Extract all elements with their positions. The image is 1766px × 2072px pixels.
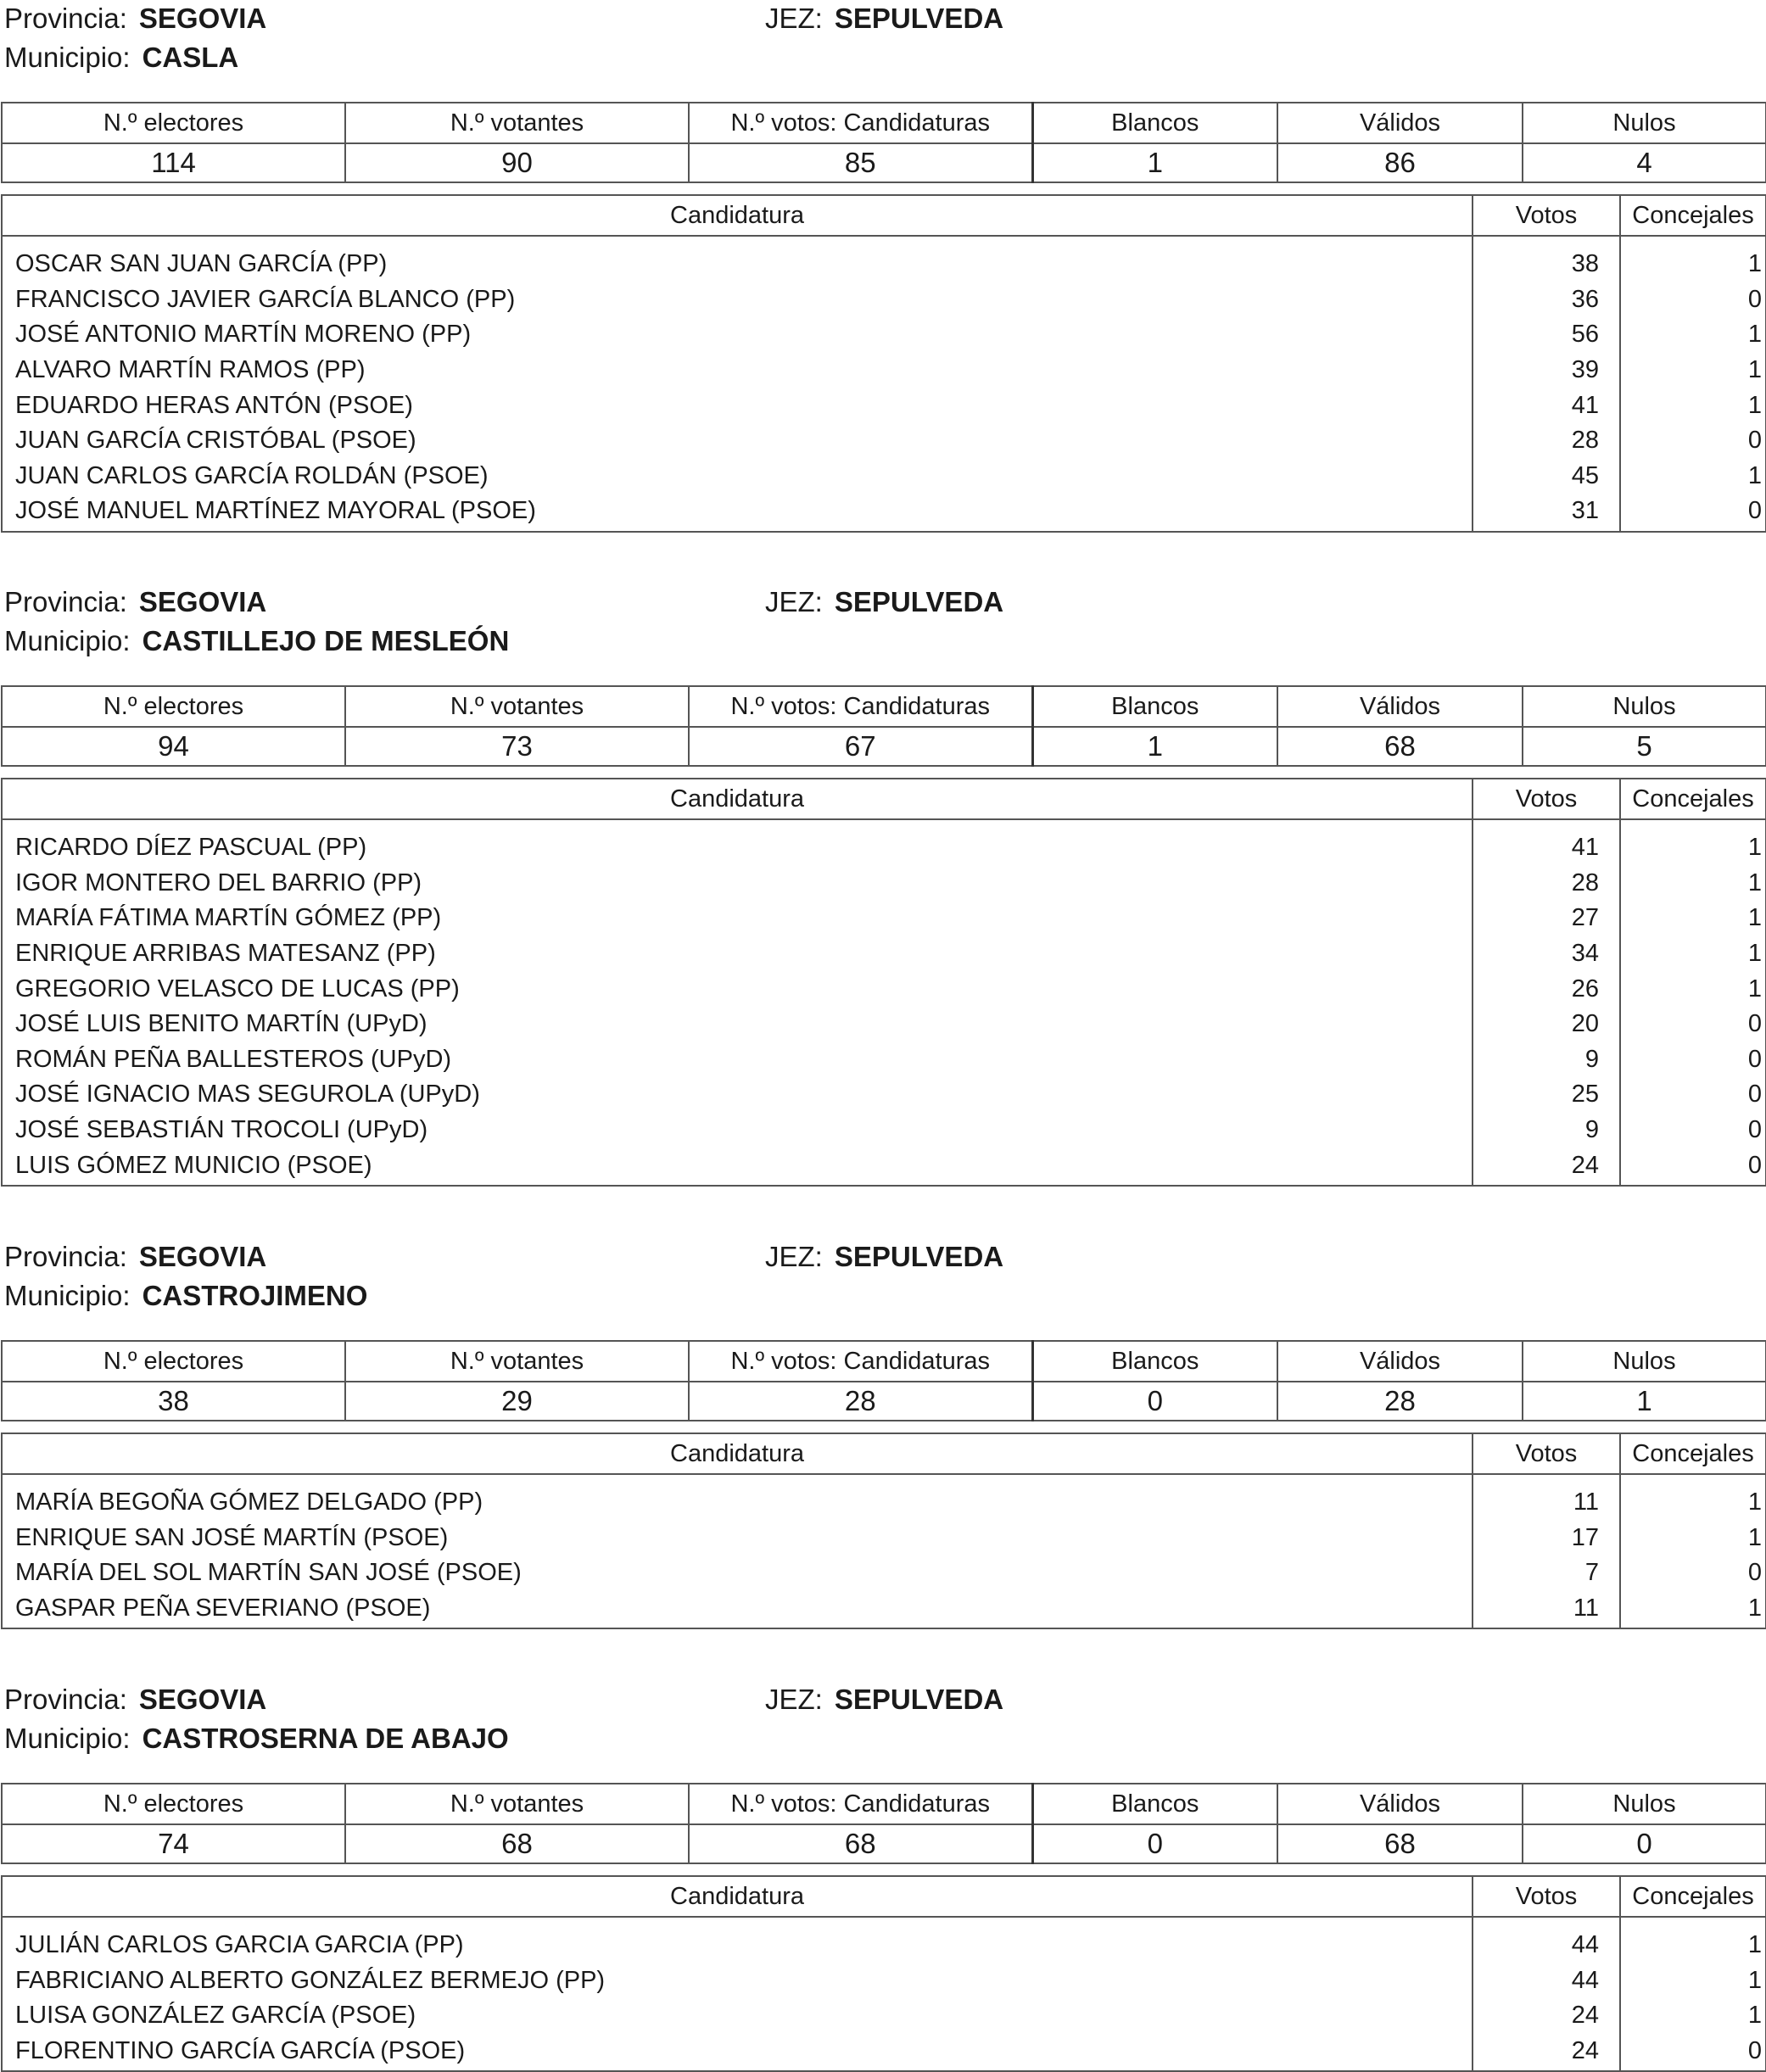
jez-label: JEZ: (765, 586, 823, 617)
municipio-label: Municipio: (4, 1723, 131, 1754)
candidate-concejales: 0 (1620, 1007, 1766, 1042)
provincia-value: SEGOVIA (138, 1684, 267, 1715)
stats-value-blancos: 1 (1032, 143, 1277, 182)
candidate-concejales: 0 (1620, 2034, 1766, 2072)
stats-header-electores: N.º electores (2, 1784, 345, 1824)
candidates-table (1, 1875, 1766, 2072)
stats-header-validos: Válidos (1277, 1784, 1523, 1824)
municipio-value: CASTROSERNA DE ABAJO (142, 1723, 509, 1754)
stats-value-nulos: 1 (1523, 1382, 1766, 1421)
candidate-name: JOSÉ MANUEL MARTÍNEZ MAYORAL (PSOE) (2, 494, 1473, 532)
table-row (2, 1917, 1766, 1963)
candidate-votos: 20 (1473, 1007, 1620, 1042)
stats-value-votantes: 68 (345, 1824, 689, 1863)
stats-value-electores: 74 (2, 1824, 345, 1863)
candidate-votos: 26 (1473, 971, 1620, 1007)
candidate-concejales: 0 (1620, 1042, 1766, 1078)
stats-header-votantes: N.º votantes (345, 103, 689, 143)
stats-header-electores: N.º electores (2, 103, 345, 143)
candidatura-header: Candidatura (2, 195, 1473, 236)
stats-value-votos_cand: 67 (689, 727, 1032, 766)
jez-line (765, 1240, 1003, 1274)
candidate-votos: 44 (1473, 1917, 1620, 1963)
stats-header-validos: Válidos (1277, 103, 1523, 143)
candidate-concejales: 1 (1620, 317, 1766, 353)
table-row (2, 459, 1766, 494)
candidate-name: EDUARDO HERAS ANTÓN (PSOE) (2, 388, 1473, 423)
municipio-line (4, 41, 238, 75)
table-row (2, 1591, 1766, 1629)
stats-value-validos: 86 (1277, 143, 1523, 182)
stats-value-validos: 68 (1277, 727, 1523, 766)
candidate-votos: 11 (1473, 1474, 1620, 1521)
provincia-line (4, 1240, 266, 1274)
stats-value-electores: 94 (2, 727, 345, 766)
stats-value-votantes: 73 (345, 727, 689, 766)
table-row (2, 1077, 1766, 1113)
jez-line (765, 585, 1003, 619)
candidate-name: JOSÉ ANTONIO MARTÍN MORENO (PP) (2, 317, 1473, 353)
table-row (2, 317, 1766, 353)
candidate-concejales: 1 (1620, 1591, 1766, 1629)
candidate-concejales: 1 (1620, 971, 1766, 1007)
stats-header-validos: Válidos (1277, 686, 1523, 727)
provincia-line (4, 2, 266, 36)
provincia-value: SEGOVIA (138, 3, 267, 34)
candidate-name: JOSÉ IGNACIO MAS SEGUROLA (UPyD) (2, 1077, 1473, 1113)
votos-header: Votos (1473, 779, 1620, 819)
candidate-votos: 28 (1473, 866, 1620, 902)
stats-header-blancos: Blancos (1032, 103, 1277, 143)
provincia-label: Provincia: (4, 1684, 127, 1715)
candidate-votos: 44 (1473, 1963, 1620, 1999)
table-row (2, 353, 1766, 388)
candidate-name: FLORENTINO GARCÍA GARCÍA (PSOE) (2, 2034, 1473, 2072)
candidate-concejales: 1 (1620, 1963, 1766, 1999)
candidate-name: MARÍA DEL SOL MARTÍN SAN JOSÉ (PSOE) (2, 1555, 1473, 1591)
candidate-name: JOSÉ LUIS BENITO MARTÍN (UPyD) (2, 1007, 1473, 1042)
candidate-votos: 56 (1473, 317, 1620, 353)
stats-value-votos_cand: 28 (689, 1382, 1032, 1421)
candidate-name: ENRIQUE ARRIBAS MATESANZ (PP) (2, 936, 1473, 972)
stats-value-electores: 38 (2, 1382, 345, 1421)
candidate-votos: 41 (1473, 388, 1620, 423)
candidate-votos: 38 (1473, 236, 1620, 282)
stats-header-electores: N.º electores (2, 686, 345, 727)
jez-line (765, 1683, 1003, 1717)
table-row (2, 1148, 1766, 1186)
stats-table (1, 1340, 1766, 1421)
candidate-concejales: 1 (1620, 388, 1766, 423)
concejales-header: Concejales (1620, 779, 1766, 819)
candidatura-header: Candidatura (2, 1876, 1473, 1917)
stats-header-nulos: Nulos (1523, 103, 1766, 143)
candidate-name: RICARDO DÍEZ PASCUAL (PP) (2, 819, 1473, 866)
candidate-concejales: 1 (1620, 819, 1766, 866)
jez-value: SEPULVEDA (834, 1241, 1004, 1272)
votos-header: Votos (1473, 195, 1620, 236)
stats-value-blancos: 0 (1032, 1382, 1277, 1421)
table-row (2, 388, 1766, 423)
candidates-table (1, 778, 1766, 1187)
stats-value-votos_cand: 85 (689, 143, 1032, 182)
candidate-concejales: 0 (1620, 1113, 1766, 1148)
stats-value-votos_cand: 68 (689, 1824, 1032, 1863)
stats-header-votos_cand: N.º votos: Candidaturas (689, 686, 1032, 727)
candidate-concejales: 1 (1620, 866, 1766, 902)
candidate-name: IGOR MONTERO DEL BARRIO (PP) (2, 866, 1473, 902)
candidate-name: JOSÉ SEBASTIÁN TROCOLI (UPyD) (2, 1113, 1473, 1148)
candidate-votos: 11 (1473, 1591, 1620, 1629)
jez-label: JEZ: (765, 1241, 823, 1272)
candidate-name: GASPAR PEÑA SEVERIANO (PSOE) (2, 1591, 1473, 1629)
stats-table (1, 685, 1766, 767)
candidate-concejales: 0 (1620, 494, 1766, 532)
stats-value-nulos: 4 (1523, 143, 1766, 182)
table-row (2, 1042, 1766, 1078)
table-row (2, 1963, 1766, 1999)
table-row (2, 423, 1766, 459)
stats-value-votantes: 90 (345, 143, 689, 182)
jez-value: SEPULVEDA (834, 586, 1004, 617)
stats-value-validos: 68 (1277, 1824, 1523, 1863)
table-row (2, 901, 1766, 936)
table-row (2, 819, 1766, 866)
candidate-name: ALVARO MARTÍN RAMOS (PP) (2, 353, 1473, 388)
candidate-votos: 45 (1473, 459, 1620, 494)
candidate-name: FRANCISCO JAVIER GARCÍA BLANCO (PP) (2, 282, 1473, 318)
candidate-name: ROMÁN PEÑA BALLESTEROS (UPyD) (2, 1042, 1473, 1078)
municipio-value: CASTILLEJO DE MESLEÓN (142, 625, 510, 656)
stats-header-electores: N.º electores (2, 1341, 345, 1382)
candidate-concejales: 1 (1620, 936, 1766, 972)
jez-label: JEZ: (765, 1684, 823, 1715)
candidate-votos: 34 (1473, 936, 1620, 972)
provincia-value: SEGOVIA (138, 586, 267, 617)
provincia-label: Provincia: (4, 3, 127, 34)
municipio-value: CASLA (142, 42, 239, 73)
table-row (2, 282, 1766, 318)
candidate-name: LUISA GONZÁLEZ GARCÍA (PSOE) (2, 1998, 1473, 2034)
candidate-name: FABRICIANO ALBERTO GONZÁLEZ BERMEJO (PP) (2, 1963, 1473, 1999)
candidate-concejales: 1 (1620, 1998, 1766, 2034)
municipio-line (4, 1279, 367, 1313)
concejales-header: Concejales (1620, 1433, 1766, 1474)
stats-header-nulos: Nulos (1523, 1784, 1766, 1824)
candidate-concejales: 0 (1620, 1077, 1766, 1113)
concejales-header: Concejales (1620, 195, 1766, 236)
concejales-header: Concejales (1620, 1876, 1766, 1917)
candidate-name: JULIÁN CARLOS GARCIA GARCIA (PP) (2, 1917, 1473, 1963)
table-row (2, 1474, 1766, 1521)
candidate-votos: 31 (1473, 494, 1620, 532)
candidates-table (1, 1433, 1766, 1629)
candidate-concejales: 1 (1620, 236, 1766, 282)
candidate-name: GREGORIO VELASCO DE LUCAS (PP) (2, 971, 1473, 1007)
stats-header-votantes: N.º votantes (345, 1341, 689, 1382)
stats-header-nulos: Nulos (1523, 686, 1766, 727)
candidate-concejales: 0 (1620, 282, 1766, 318)
candidate-votos: 24 (1473, 1998, 1620, 2034)
stats-header-votos_cand: N.º votos: Candidaturas (689, 1341, 1032, 1382)
candidate-concejales: 1 (1620, 353, 1766, 388)
stats-header-votantes: N.º votantes (345, 1784, 689, 1824)
stats-header-blancos: Blancos (1032, 1341, 1277, 1382)
table-row (2, 1007, 1766, 1042)
stats-header-votos_cand: N.º votos: Candidaturas (689, 103, 1032, 143)
jez-value: SEPULVEDA (834, 1684, 1004, 1715)
candidate-votos: 9 (1473, 1113, 1620, 1148)
candidatura-header: Candidatura (2, 779, 1473, 819)
candidate-votos: 41 (1473, 819, 1620, 866)
stats-header-votantes: N.º votantes (345, 686, 689, 727)
stats-value-nulos: 0 (1523, 1824, 1766, 1863)
stats-header-blancos: Blancos (1032, 686, 1277, 727)
table-row (2, 494, 1766, 532)
municipio-label: Municipio: (4, 42, 131, 73)
candidate-concejales: 1 (1620, 1521, 1766, 1556)
provincia-line (4, 1683, 266, 1717)
stats-value-blancos: 1 (1032, 727, 1277, 766)
stats-value-validos: 28 (1277, 1382, 1523, 1421)
provincia-label: Provincia: (4, 586, 127, 617)
municipio-value: CASTROJIMENO (142, 1280, 368, 1311)
candidate-concejales: 1 (1620, 1474, 1766, 1521)
table-row (2, 866, 1766, 902)
stats-value-electores: 114 (2, 143, 345, 182)
candidate-concejales: 1 (1620, 901, 1766, 936)
stats-header-validos: Válidos (1277, 1341, 1523, 1382)
jez-label: JEZ: (765, 3, 823, 34)
candidate-name: ENRIQUE SAN JOSÉ MARTÍN (PSOE) (2, 1521, 1473, 1556)
candidate-concejales: 1 (1620, 1917, 1766, 1963)
candidate-votos: 36 (1473, 282, 1620, 318)
stats-header-votos_cand: N.º votos: Candidaturas (689, 1784, 1032, 1824)
candidate-name: JUAN CARLOS GARCÍA ROLDÁN (PSOE) (2, 459, 1473, 494)
stats-header-blancos: Blancos (1032, 1784, 1277, 1824)
candidate-votos: 39 (1473, 353, 1620, 388)
candidate-votos: 17 (1473, 1521, 1620, 1556)
stats-table (1, 1783, 1766, 1864)
table-row (2, 936, 1766, 972)
candidate-votos: 24 (1473, 1148, 1620, 1186)
candidates-table (1, 194, 1766, 533)
candidate-concejales: 0 (1620, 423, 1766, 459)
stats-table (1, 102, 1766, 183)
municipio-label: Municipio: (4, 625, 131, 656)
candidate-name: LUIS GÓMEZ MUNICIO (PSOE) (2, 1148, 1473, 1186)
candidate-name: MARÍA BEGOÑA GÓMEZ DELGADO (PP) (2, 1474, 1473, 1521)
jez-line (765, 2, 1003, 36)
stats-value-nulos: 5 (1523, 727, 1766, 766)
table-row (2, 236, 1766, 282)
stats-header-nulos: Nulos (1523, 1341, 1766, 1382)
table-row (2, 971, 1766, 1007)
stats-value-votantes: 29 (345, 1382, 689, 1421)
provincia-value: SEGOVIA (138, 1241, 267, 1272)
municipio-line (4, 1722, 509, 1756)
table-row (2, 1521, 1766, 1556)
candidate-concejales: 1 (1620, 459, 1766, 494)
candidate-concejales: 0 (1620, 1148, 1766, 1186)
provincia-line (4, 585, 266, 619)
candidate-votos: 28 (1473, 423, 1620, 459)
municipio-label: Municipio: (4, 1280, 131, 1311)
candidate-votos: 27 (1473, 901, 1620, 936)
votos-header: Votos (1473, 1433, 1620, 1474)
candidate-name: JUAN GARCÍA CRISTÓBAL (PSOE) (2, 423, 1473, 459)
table-row (2, 1998, 1766, 2034)
stats-value-blancos: 0 (1032, 1824, 1277, 1863)
candidate-votos: 9 (1473, 1042, 1620, 1078)
jez-value: SEPULVEDA (834, 3, 1004, 34)
candidate-votos: 24 (1473, 2034, 1620, 2072)
candidate-concejales: 0 (1620, 1555, 1766, 1591)
table-row (2, 1555, 1766, 1591)
candidate-votos: 25 (1473, 1077, 1620, 1113)
votos-header: Votos (1473, 1876, 1620, 1917)
candidate-votos: 7 (1473, 1555, 1620, 1591)
candidate-name: OSCAR SAN JUAN GARCÍA (PP) (2, 236, 1473, 282)
candidate-name: MARÍA FÁTIMA MARTÍN GÓMEZ (PP) (2, 901, 1473, 936)
provincia-label: Provincia: (4, 1241, 127, 1272)
candidatura-header: Candidatura (2, 1433, 1473, 1474)
municipio-line (4, 624, 509, 658)
table-row (2, 1113, 1766, 1148)
